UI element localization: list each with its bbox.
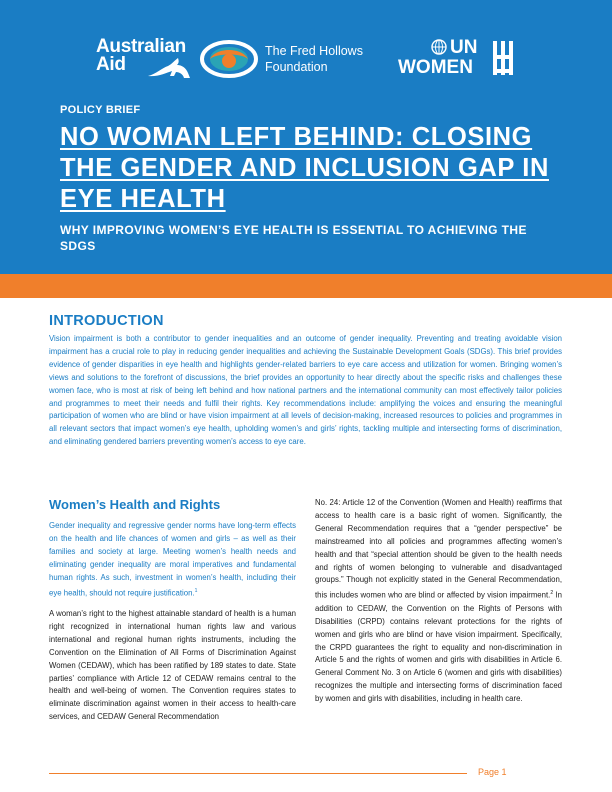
introduction-heading: INTRODUCTION bbox=[49, 313, 164, 329]
policy-brief-label: POLICY BRIEF bbox=[60, 104, 141, 116]
body-paragraph-left: A woman’s right to the highest attainable standard of health is a human right recognized in international human rights law and various international and regional human rights instruments, including the Convention on the Elimination of All Forms of Discrimination Against Women (CEDAW), which has been ratified by 189 states to date. State parties’ compliance with Article 12 of CEDAW remains central to the health and well-being of women. The Convention requires states to eliminate discrimination against women in their access to health-care services, and CEDAW General Recommendation bbox=[49, 609, 296, 722]
australian-aid-logo: Australian Aid bbox=[96, 36, 186, 75]
page-title: NO WOMAN LEFT BEHIND: CLOSING THE GENDER AND INCLUSION GAP IN EYE HEALTH bbox=[60, 123, 549, 213]
fred-hollows-icon bbox=[200, 39, 258, 79]
header-banner bbox=[0, 0, 612, 274]
kangaroo-icon bbox=[146, 56, 192, 80]
body-paragraph-right: No. 24: Article 12 of the Convention (Women and Health) reaffirms that access to health care is a basic right of women. Significantly, the General Recommendation requires that a “gender perspective” be mainstreamed into all policies and programmes affecting women’s health and that “special attention should be given to the health needs and rights of women belonging to vulnerable and disadvantaged groups.” Though not explicitly stated in the General Recommendation, this includes women who are blind or affected by vision impairment.$^2$ In addition to CEDAW, the Convention on the Rights of Persons with Disabilities (CRPD) contains relevant protections for the rights of women and girls who are blind or have vision impairment. Specifically, the CRPD guarantees the right to equality and non-discrimination in Article 5 and the rights of women and girls with disabilities in Article 6. General Comment No. 3 on Article 6 (women and girls with disabilities) recognizes the multiple and intersecting forms of discrimination faced by women and girls with disabilities, including in health care. bbox=[315, 498, 563, 704]
un-women-logo-un: UN bbox=[450, 37, 478, 58]
fred-hollows-logo-text: The Fred Hollows Foundation bbox=[265, 44, 363, 74]
page-number: Page 1 bbox=[478, 767, 507, 777]
un-emblem-icon bbox=[430, 38, 448, 56]
women-symbol-icon bbox=[491, 39, 515, 77]
footnote-ref-1: 1 bbox=[194, 587, 198, 594]
partner-logos bbox=[0, 34, 612, 84]
orange-divider-band bbox=[0, 274, 612, 298]
footer-rule bbox=[49, 773, 467, 774]
introduction-text: Vision impairment is both a contributor to gender inequalities and an outcome of gender inequality. Preventing and treating avoidable vision impairment has a crucial role to play in reducing gender inequalities and achieving the Sustainable Development Goals (SDGs). This brief provides evidence of gender disparities in eye health and highlights gender-related barriers to eye care access and utilization for women. Bringing women’s views and solutions to the forefront of discussions, the brief provides an opportunity to hear directly about the specific risks and challenges these women face, who is most at risk of being left behind and how national partners and the international community can most effectively tailor policies and programmes to meet their needs and fulfil their rights. Key recommendations include: amplifying the voices and ensuring the meaningful participation of women who are blind or have vision impairment at all levels of decision-making, increased resources to policies and programmes in all relevant sectors that impact women’s eye health, upholding women’s and girls’ rights, tackling multiple and intersecting forms of discrimination, and eliminating gendered barriers preventing women’s access to eye care. bbox=[49, 334, 562, 447]
right-column bbox=[315, 497, 562, 706]
left-column bbox=[49, 497, 296, 724]
section-heading: Women’s Health and Rights bbox=[49, 497, 221, 512]
un-women-logo-women: WOMEN bbox=[398, 57, 473, 78]
lead-paragraph: Gender inequality and regressive gender norms have long-term effects on the health and life chances of women and girls – as well as their families and society at large. Meeting women’s health needs and eliminating gender inequality are moral imperatives and fundamental human rights. As such, investment in women’s health, including their eye health, should not require justification.$^1$ bbox=[49, 521, 296, 598]
footnote-ref-2: 2 bbox=[550, 590, 554, 597]
page-subtitle: WHY IMPROVING WOMEN’S EYE HEALTH IS ESSENTIAL TO ACHIEVING THE SDGS bbox=[60, 223, 527, 253]
